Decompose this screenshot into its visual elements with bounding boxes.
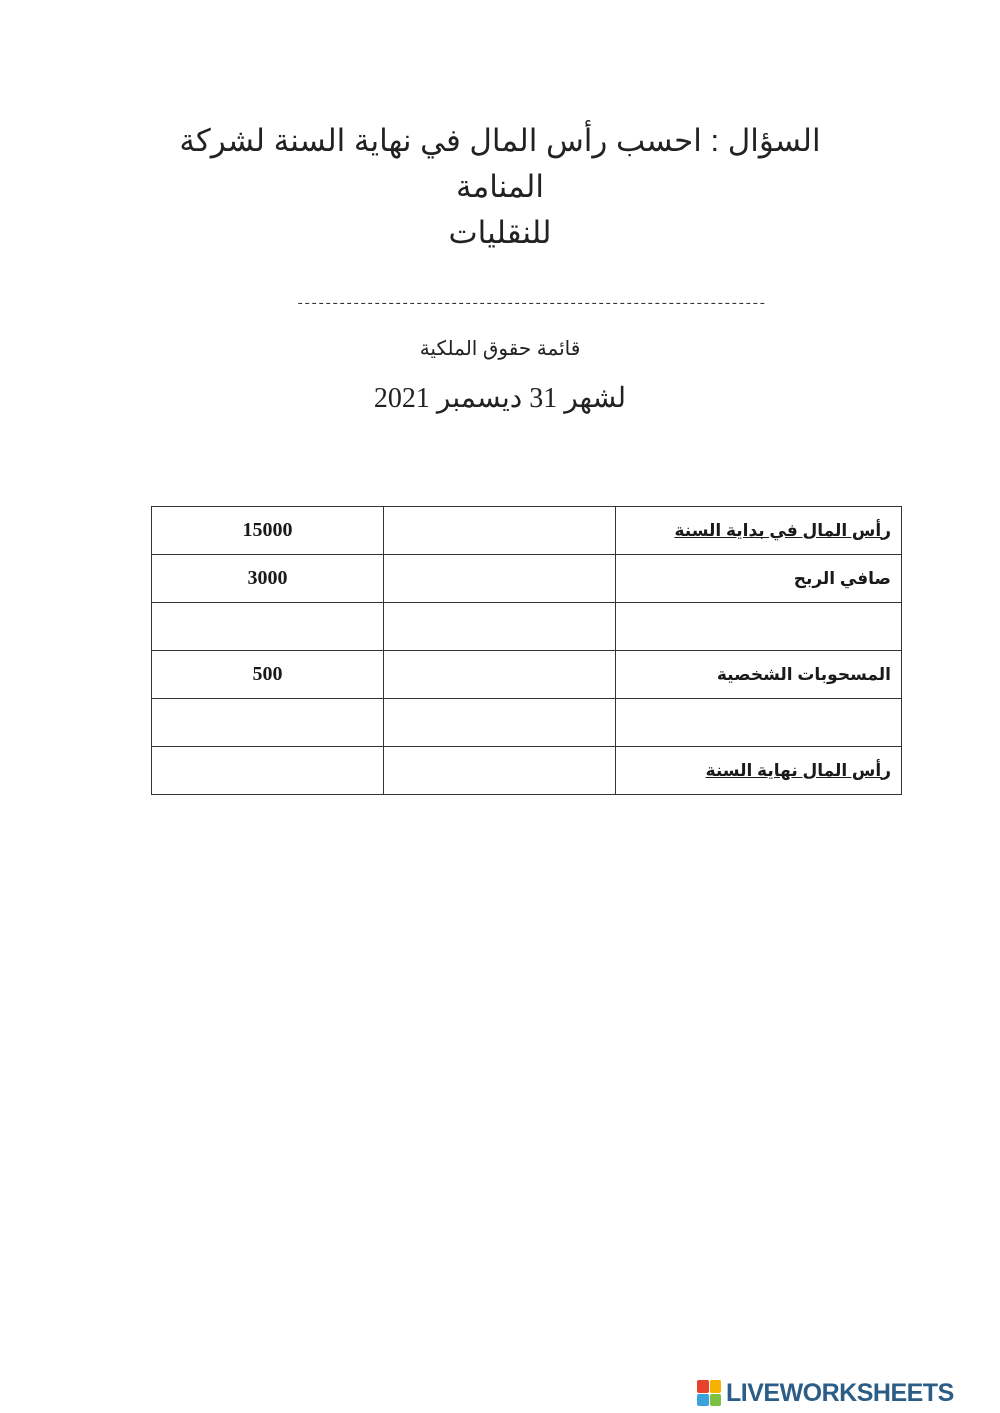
row-label: المسحوبات الشخصية <box>716 664 891 684</box>
liveworksheets-logo-icon <box>697 1380 721 1406</box>
logo-square-yellow <box>710 1380 722 1393</box>
label-cell[interactable] <box>616 699 902 747</box>
amount-cell[interactable] <box>152 747 384 795</box>
middle-cell[interactable] <box>384 651 616 699</box>
owners-equity-table <box>151 506 902 795</box>
middle-cell[interactable] <box>384 555 616 603</box>
liveworksheets-logo <box>697 1378 954 1408</box>
row-label: رأس المال نهاية السنة <box>705 760 891 780</box>
amount-cell[interactable] <box>152 699 384 747</box>
label-cell <box>616 747 902 795</box>
table-row <box>152 507 902 555</box>
statement-period: لشهر 31 ديسمبر 2021 <box>373 383 627 414</box>
middle-cell[interactable] <box>384 699 616 747</box>
question-line-2: للنقليات <box>448 215 552 250</box>
table-row <box>152 555 902 603</box>
middle-cell[interactable] <box>384 603 616 651</box>
table-row <box>152 651 902 699</box>
label-cell[interactable] <box>616 603 902 651</box>
logo-square-blue <box>697 1394 709 1407</box>
logo-square-green <box>710 1394 722 1407</box>
table-row <box>152 747 902 795</box>
amount-cell[interactable]: 15000 <box>152 507 384 555</box>
amount-cell[interactable]: 3000 <box>152 555 384 603</box>
table-row <box>152 603 902 651</box>
logo-text: LIVEWORKSHEETS <box>726 1378 954 1407</box>
middle-cell[interactable] <box>384 507 616 555</box>
question-text <box>140 118 860 256</box>
statement-title: قائمة حقوق الملكية <box>419 338 581 360</box>
amount-cell[interactable] <box>152 603 384 651</box>
table-row <box>152 699 902 747</box>
logo-square-red <box>697 1380 709 1393</box>
amount-cell[interactable]: 500 <box>152 651 384 699</box>
label-cell <box>616 555 902 603</box>
row-label: رأس المال في بداية السنة <box>674 520 891 540</box>
label-cell <box>616 507 902 555</box>
row-label: صافي الربح <box>793 568 891 588</box>
answer-separator-line: ------------------------------------------------------------------- <box>296 296 766 312</box>
question-line-1: السؤال : احسب رأس المال في نهاية السنة لشركة المنامة <box>179 123 821 204</box>
middle-cell[interactable] <box>384 747 616 795</box>
label-cell <box>616 651 902 699</box>
